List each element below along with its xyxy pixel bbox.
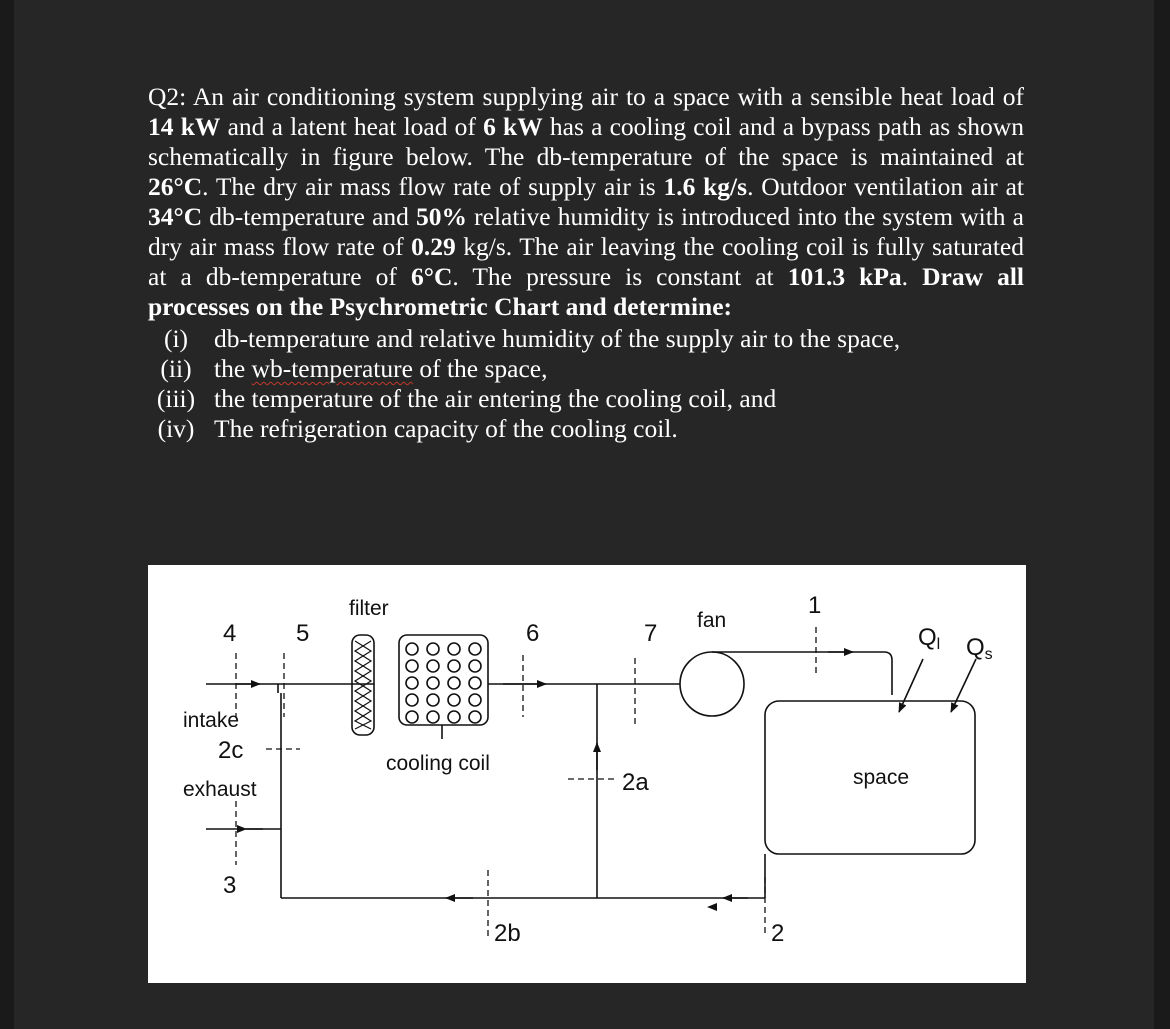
space-label: space [853,766,910,789]
state-6: 6 [526,620,540,647]
filter-label: filter [349,597,389,620]
ql-arrow [899,659,923,712]
schematic-figure [148,565,1026,983]
list-item: (iii) the temperature of the air entering the cooling coil, and [156,384,777,413]
ql-label: Ql [918,624,941,653]
cooling-coil-label: cooling coil [386,752,490,775]
state-2: 2 [771,920,785,947]
coil-tubes [406,643,481,723]
exhaust-label: exhaust [183,778,257,801]
spellcheck-underline: wb-temperature [251,354,413,383]
filter-icon [352,635,374,735]
state-3: 3 [223,872,237,899]
schematic-diagram [148,565,1026,983]
state-1: 1 [808,592,822,619]
state-2a: 2a [622,769,649,796]
list-item: (iv) The refrigeration capacity of the cooling coil. [157,414,678,443]
qs-label: Qs [966,634,993,663]
list-item: (ii) the wb-temperature of the space, [160,354,548,383]
qs-arrow [951,659,976,712]
fan-label: fan [697,609,727,632]
fan-icon [680,652,744,716]
question-text: Q2: An air conditioning system supplying air to a space with a sensible heat load of 14 kW and a latent heat load of 6 kW has a cooling coil and a bypass path as shown schematically in figure below. The db-temperature of the space is maintained at 26°C. The dry air mass flow rate of supply air is 1.6 kg/s. Outdoor ventilation air at 34°C db-temperature and 50% relative humidity is introduced into the system with a dry air mass flow rate of 0.29 kg/s. The air leaving the cooling coil is fully saturated at a db-temperature of 6°C. The pressure is constant at 101.3 kPa. Draw all processes on the Psychrometric Chart and determine: [148,82,1024,321]
state-5: 5 [296,620,310,647]
question-list [138,324,900,444]
state-7: 7 [644,620,658,647]
state-2b: 2b [494,920,521,947]
intake-label: intake [183,709,240,732]
state-4: 4 [223,620,237,647]
state-2c: 2c [218,737,244,764]
list-item: (i) db-temperature and relative humidity of the supply air to the space, [163,324,901,353]
